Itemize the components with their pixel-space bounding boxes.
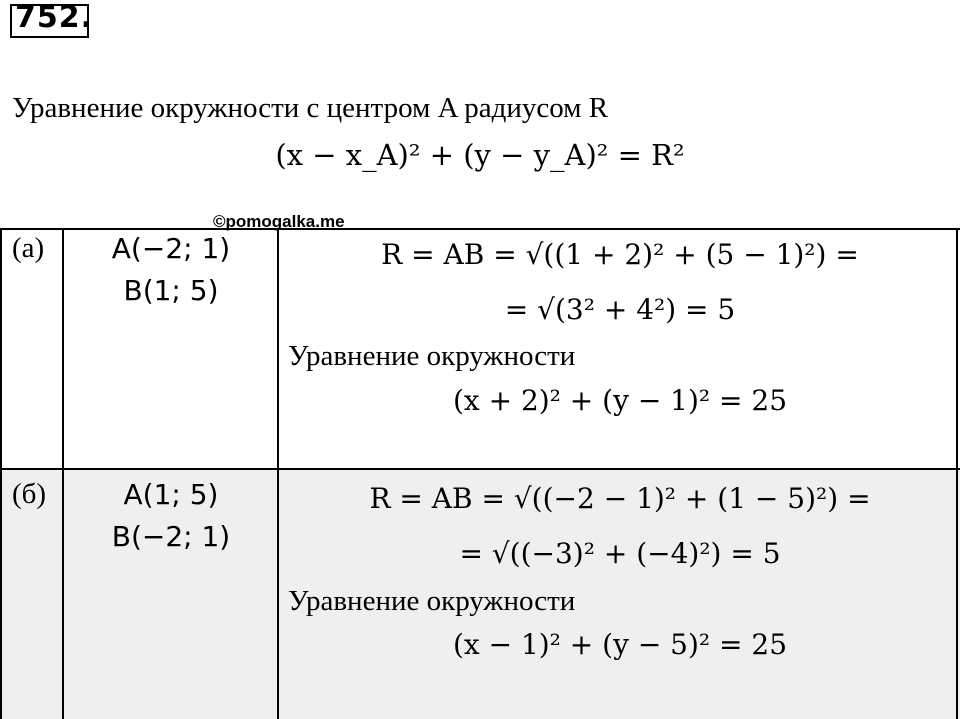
row-a-radius-line1: R = AB = √((1 + 2)² + (5 − 1)²) = [381, 238, 859, 271]
row-b-radius-line2: = √((−3)² + (−4)²) = 5 [459, 537, 781, 570]
row-b-point-b: B(−2; 1) [111, 520, 231, 553]
row-b-radius-line1: R = AB = √((−2 − 1)² + (1 − 5)²) = [369, 482, 871, 515]
row-a-caption: Уравнение окружности [288, 340, 576, 372]
row-a-label: (а) [12, 232, 45, 264]
row-b-label: (б) [12, 478, 47, 510]
row-a-point-a: A(−2; 1) [111, 232, 231, 265]
table-left-border [0, 228, 2, 719]
row-b-caption: Уравнение окружности [288, 585, 576, 617]
row-b-points [64, 474, 278, 558]
table-row-divider [0, 468, 960, 470]
watermark: ©pomogalka.me [213, 212, 345, 231]
row-a-point-b: B(1; 5) [123, 274, 219, 307]
row-b-point-a: A(1; 5) [123, 478, 219, 511]
intro-text: Уравнение окружности с центром A радиусом R [12, 92, 609, 124]
row-b-equation: (x − 1)² + (y − 5)² = 25 [452, 628, 788, 661]
row-a-points [64, 228, 278, 312]
row-a-radius-line2: = √(3² + 4²) = 5 [504, 293, 736, 326]
problem-number: 752. [15, 0, 94, 35]
row-a-equation: (x + 2)² + (y − 1)² = 25 [452, 384, 788, 417]
general-formula: (x − x_A)² + (y − y_A)² = R² [275, 138, 685, 172]
